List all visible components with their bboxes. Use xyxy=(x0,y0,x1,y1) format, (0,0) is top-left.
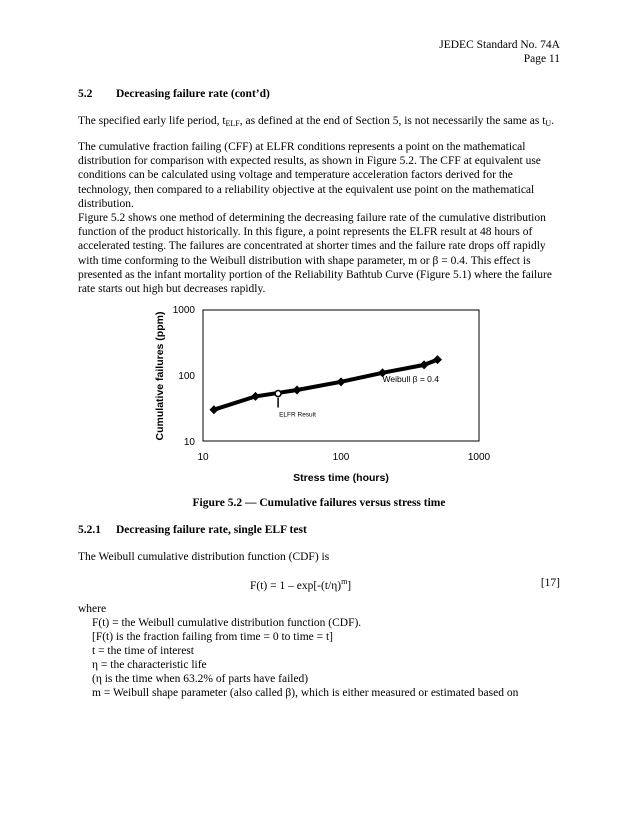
data-point-marker xyxy=(337,377,346,386)
definition-line: (η is the time when 63.2% of parts have failed) xyxy=(92,673,309,685)
section-title: Decreasing failure rate (cont’d) xyxy=(116,88,270,100)
para1-text-b: , as defined at the end of Section 5, is not necessarily the same as t xyxy=(239,115,546,127)
x-tick-label: 100 xyxy=(332,452,350,463)
equation-lhs: F(t) = 1 – exp[-(t/η) xyxy=(250,580,342,592)
para1-text-a: The specified early life period, t xyxy=(78,115,226,127)
para3-line: accelerated testing. The failures are concentrated at shorter times and the failure rate drops off rapidly xyxy=(78,240,546,253)
para2-line: conditions can be calculated using voltage and temperature acceleration factors derived for the xyxy=(78,169,513,182)
para3-line: rate starts out high but decreases rapidly. xyxy=(78,283,266,296)
section-number: 5.2.1 xyxy=(78,524,101,536)
where-label: where xyxy=(78,603,107,615)
data-point-marker xyxy=(251,392,260,401)
definition-line: η = the characteristic life xyxy=(92,659,207,671)
y-tick-label: 10 xyxy=(183,437,195,448)
elfr-point xyxy=(275,391,281,397)
section-number: 5.2 xyxy=(78,88,93,100)
definition-line: t = the time of interest xyxy=(92,645,194,657)
header-standard: JEDEC Standard No. 74A xyxy=(439,39,560,51)
paragraph-figure-description xyxy=(78,211,562,296)
para3-line: Figure 5.2 shows one method of determining the decreasing failure rate of the cumulative distribution xyxy=(78,212,546,224)
x-axis-label: Stress time (hours) xyxy=(293,472,389,484)
para2-line: distribution. xyxy=(78,197,134,210)
para1-text-c: . xyxy=(551,115,555,127)
para2-line: distribution for comparison with expected results, as shown in Figure 5.2. The CFF at equivalent use xyxy=(78,155,541,168)
definition-line: [F(t) is the fraction failing from time = 0 to time = t] xyxy=(92,631,334,643)
header-page-number: Page 11 xyxy=(523,53,560,65)
elfr-marker xyxy=(275,391,281,408)
para2-line: The cumulative fraction failing (CFF) at ELFR conditions represents a point on the mathematical xyxy=(78,141,526,153)
y-tick-label: 1000 xyxy=(172,305,195,316)
x-tick-label: 1000 xyxy=(467,452,491,463)
para3-line: function of the product historically. In this figure, a point represents the ELFR result at 48 hours of xyxy=(78,226,533,239)
data-point-marker xyxy=(293,386,302,395)
paragraph-early-life xyxy=(78,114,562,131)
para3-line: presented as the infant mortality portion of the Reliability Bathtub Curve (Figure 5.1) where the failure xyxy=(78,268,552,281)
para3-line: with time conforming to the Weibull distribution with shape parameter, m or β = 0.4. This effect is xyxy=(78,254,531,267)
paragraph-cff xyxy=(78,140,562,211)
x-tick-label: 10 xyxy=(197,452,209,463)
equation-number: [17] xyxy=(540,577,560,589)
section-title: Decreasing failure rate, single ELF test xyxy=(116,524,307,536)
weibull-series-line xyxy=(214,360,438,410)
equation-weibull-cdf xyxy=(250,577,351,592)
y-axis-label: Cumulative failures (ppm) xyxy=(154,311,166,441)
definition-line: m = Weibull shape parameter (also called β), which is either measured or estimated based on xyxy=(92,687,519,699)
section-heading-5-2-1 xyxy=(78,524,307,536)
figure-caption: Figure 5.2 — Cumulative failures versus stress time xyxy=(192,497,446,509)
paragraph-cdf-intro: The Weibull cumulative distribution function (CDF) is xyxy=(78,551,330,563)
y-tick-label: 100 xyxy=(178,371,195,382)
elfr-label: ELFR Result xyxy=(279,411,316,419)
definition-line: F(t) = the Weibull cumulative distribution function (CDF). xyxy=(92,617,362,629)
weibull-label: Weibull β = 0.4 xyxy=(382,373,440,384)
equation-exponent: m xyxy=(341,577,348,586)
equation-rhs: ] xyxy=(347,580,352,592)
weibull-chart xyxy=(140,298,500,488)
subscript-u: U xyxy=(545,119,552,128)
para2-line: technology, then compared to a reliability objective at the equivalent use point on the mathematical xyxy=(78,183,535,196)
subscript-elf: ELF xyxy=(225,119,240,128)
section-heading-5-2 xyxy=(78,88,270,100)
